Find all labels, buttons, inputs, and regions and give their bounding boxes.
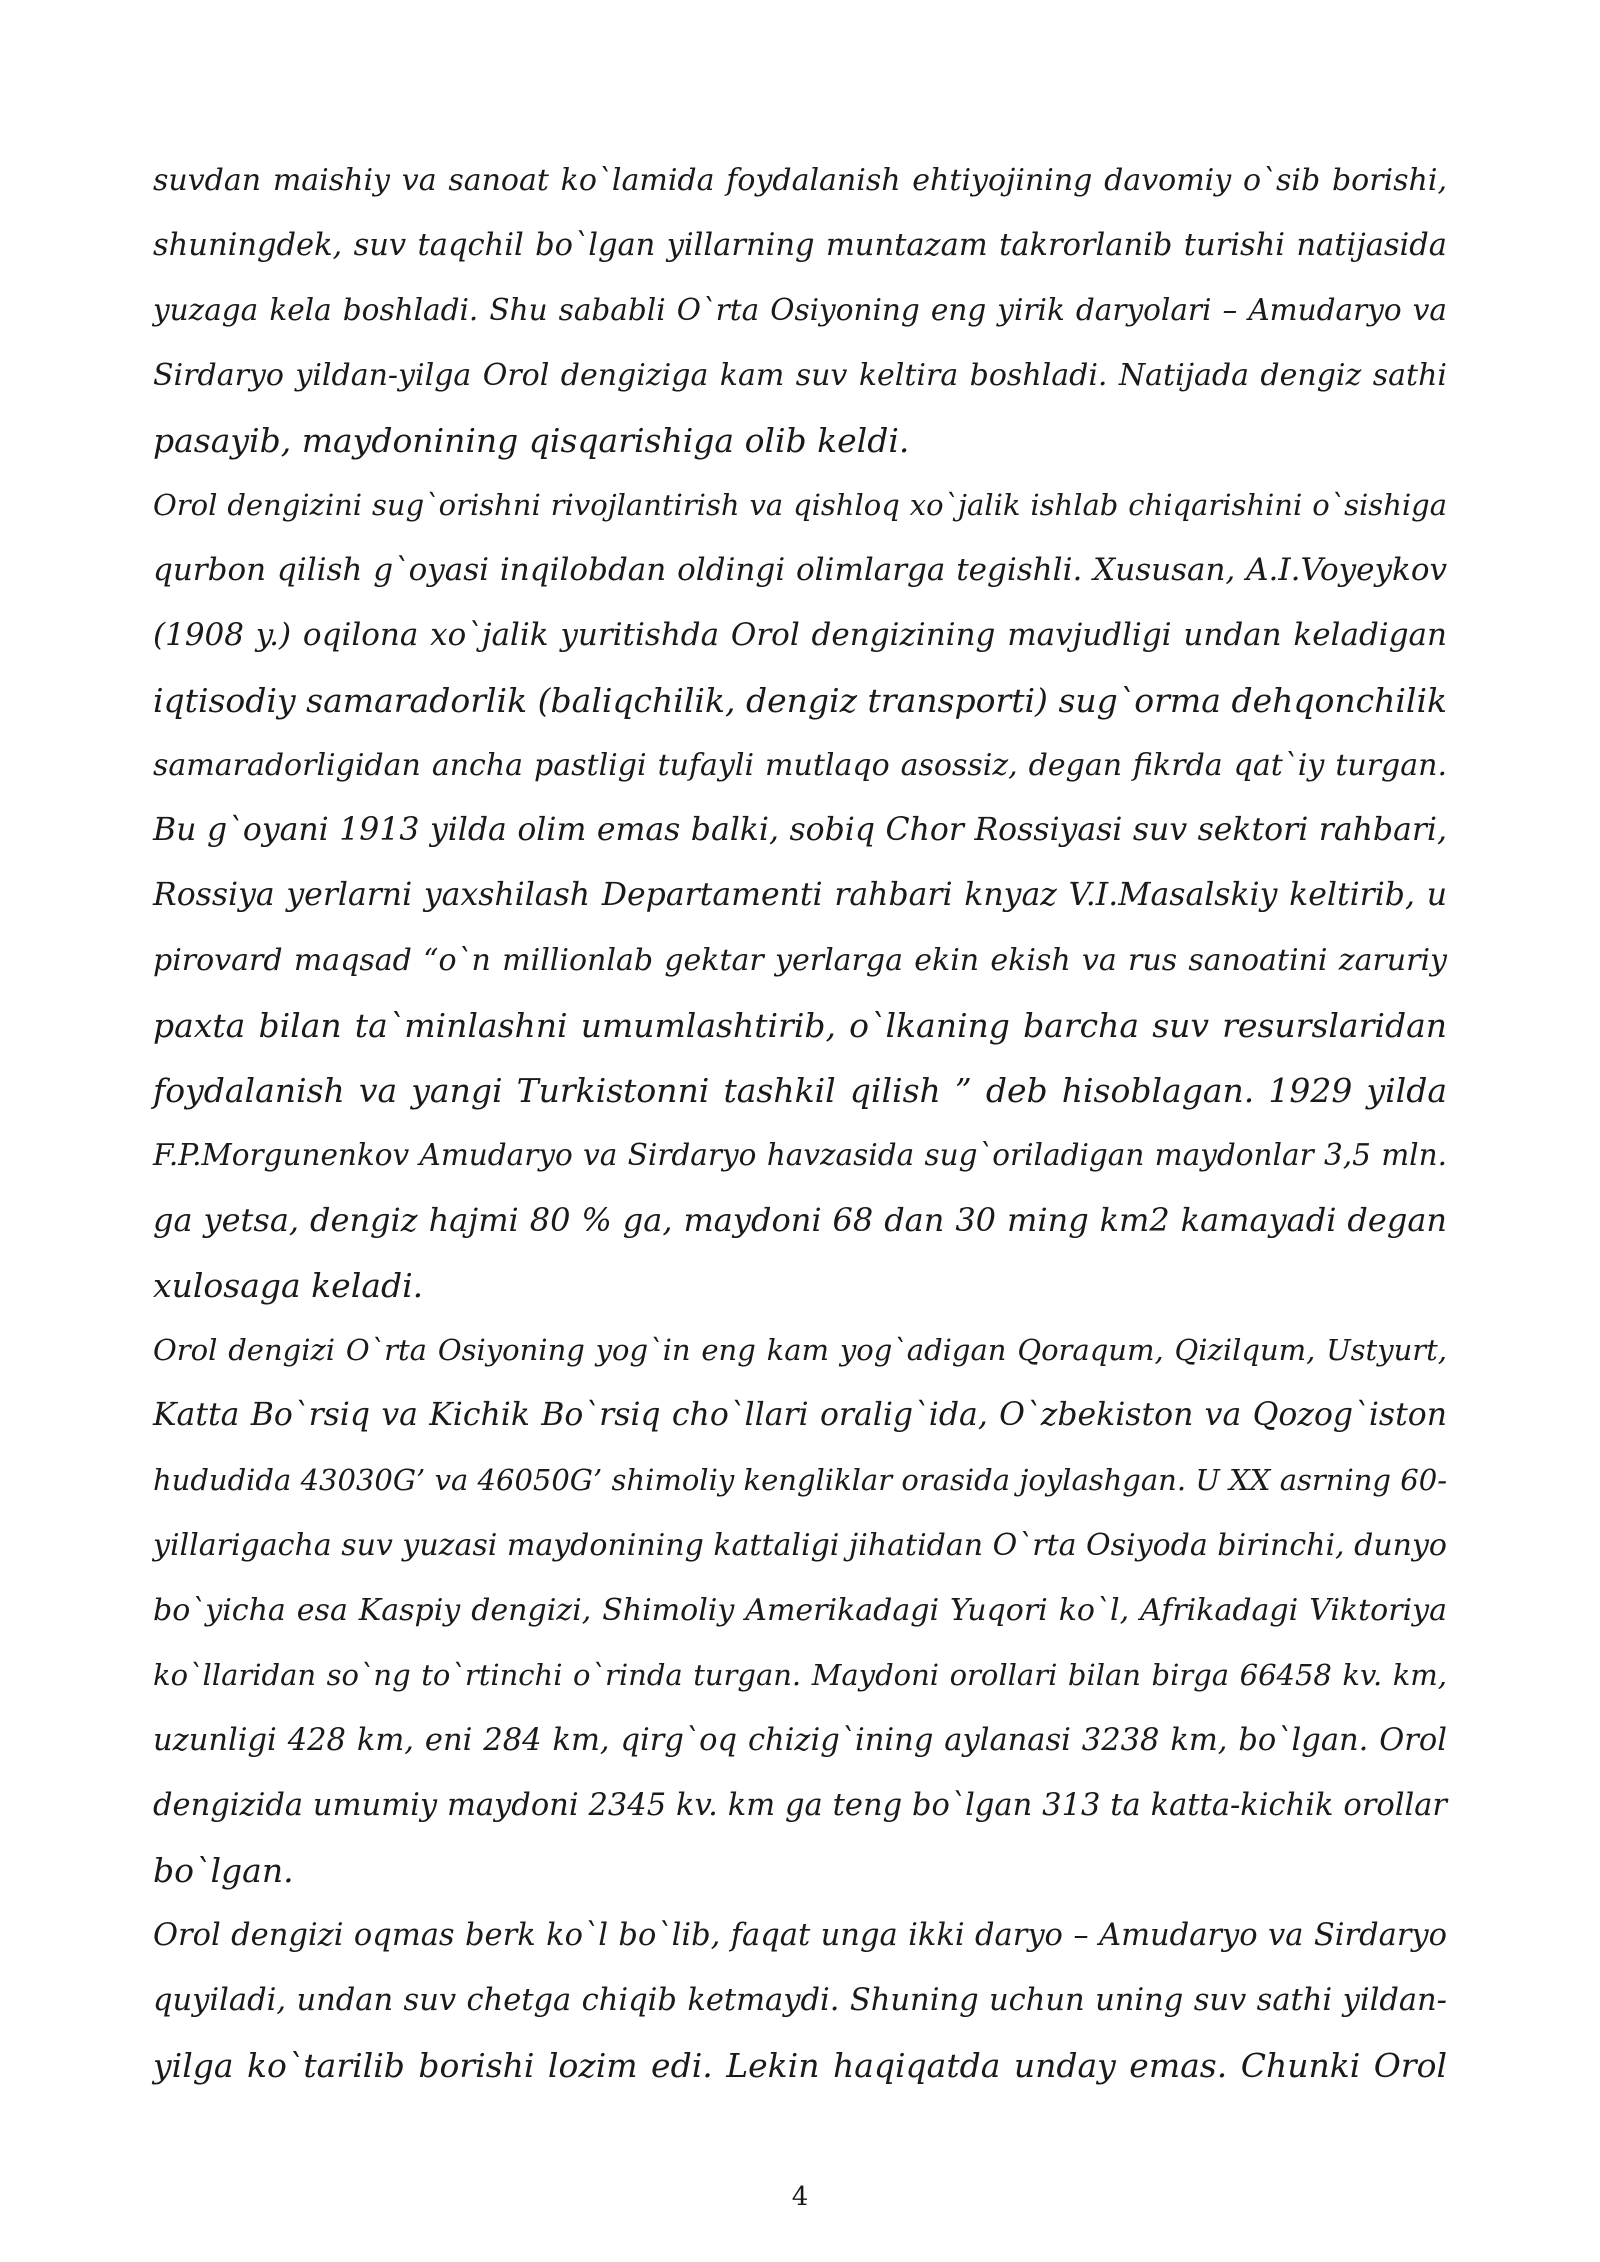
text-line: ga yetsa, dengiz hajmi 80 % ga, maydoni 68 dan 30 ming km2 kamayadi degan xyxy=(153,1201,1447,1239)
text-line: yillarigacha suv yuzasi maydonining kattaligi jihatidan O`rta Osiyoda birinchi, dunyo xyxy=(153,1528,1447,1563)
text-line: uzunligi 428 km, eni 284 km, qirg`oq chizig`ining aylanasi 3238 km, bo`lgan. Orol xyxy=(153,1723,1447,1758)
text-line: foydalanish va yangi Turkistonni tashkil qilish ” deb hisoblagan. 1929 yilda xyxy=(153,1071,1447,1110)
text-line: iqtisodiy samaradorlik (baliqchilik, dengiz transporti) sug`orma dehqonchilik xyxy=(153,681,1447,720)
text-line: ko`llaridan so`ng to`rtinchi o`rinda turgan. Maydoni orollari bilan birga 66458 kv. km, xyxy=(153,1658,1447,1692)
text-line: Sirdaryo yildan-yilga Orol dengiziga kam suv keltira boshladi. Natijada dengiz sathi xyxy=(153,358,1447,393)
text-line: Orol dengizi O`rta Osiyoning yog`in eng kam yog`adigan Qoraqum, Qizilqum, Ustyurt, xyxy=(153,1333,1447,1367)
text-line: paxta bilan ta`minlashni umumlashtirib, o`lkaning barcha suv resurslaridan xyxy=(153,1006,1447,1045)
text-line: shuningdek, suv taqchil bo`lgan yillarning muntazam takrorlanib turishi natijasida xyxy=(153,228,1447,263)
text-line: hududida 43030G’ va 46050G’ shimoliy kengliklar orasida joylashgan. U XX asrning 60- xyxy=(153,1463,1447,1497)
text-line: pirovard maqsad “o`n millionlab gektar yerlarga ekin ekish va rus sanoatini zaruriy xyxy=(153,943,1447,978)
page-number: 4 xyxy=(791,2182,809,2212)
text-line: Katta Bo`rsiq va Kichik Bo`rsiq cho`llari oralig`ida, O`zbekiston va Qozog`iston xyxy=(153,1397,1447,1433)
text-line: qurbon qilish g`oyasi inqilobdan oldingi olimlarga tegishli. Xususan, A.I.Voyeykov xyxy=(153,552,1447,588)
text-line: quyiladi, undan suv chetga chiqib ketmaydi. Shuning uchun uning suv sathi yildan- xyxy=(153,1983,1447,2018)
text-line: pasayib, maydonining qisqarishiga olib keldi. xyxy=(153,421,910,460)
body-text xyxy=(153,148,1447,2098)
text-line: Rossiya yerlarni yaxshilash Departamenti rahbari knyaz V.I.Masalskiy keltirib, u xyxy=(153,877,1447,913)
text-line: (1908 y.) oqilona xo`jalik yuritishda Orol dengizining mavjudligi undan keladigan xyxy=(153,617,1447,653)
text-line: bo`yicha esa Kaspiy dengizi, Shimoliy Amerikadagi Yuqori ko`l, Afrikadagi Viktoriya xyxy=(153,1593,1447,1628)
text-line: Orol dengizini sug`orishni rivojlantirish va qishloq xo`jalik ishlab chiqarishini o`sishiga xyxy=(153,488,1447,522)
text-line: Bu g`oyani 1913 yilda olim emas balki, sobiq Chor Rossiyasi suv sektori rahbari, xyxy=(153,812,1447,848)
text-line: samaradorligidan ancha pastligi tufayli mutlaqo asossiz, degan fikrda qat`iy turgan. xyxy=(153,748,1447,783)
text-line: yilga ko`tarilib borishi lozim edi. Lekin haqiqatda unday emas. Chunki Orol xyxy=(153,2046,1447,2085)
text-line: dengizida umumiy maydoni 2345 kv. km ga teng bo`lgan 313 ta katta-kichik orollar xyxy=(153,1788,1447,1823)
text-line: suvdan maishiy va sanoat ko`lamida foydalanish ehtiyojining davomiy o`sib borishi, xyxy=(153,163,1447,198)
text-line: Orol dengizi oqmas berk ko`l bo`lib, faqat unga ikki daryo – Amudaryo va Sirdaryo xyxy=(153,1918,1447,1953)
text-line: yuzaga kela boshladi. Shu sababli O`rta Osiyoning eng yirik daryolari – Amudaryo va xyxy=(153,293,1447,327)
text-line: bo`lgan. xyxy=(153,1851,294,1890)
text-line: F.P.Morgunenkov Amudaryo va Sirdaryo havzasida sug`oriladigan maydonlar 3,5 mln. xyxy=(153,1138,1447,1172)
text-line: xulosaga keladi. xyxy=(153,1266,424,1305)
